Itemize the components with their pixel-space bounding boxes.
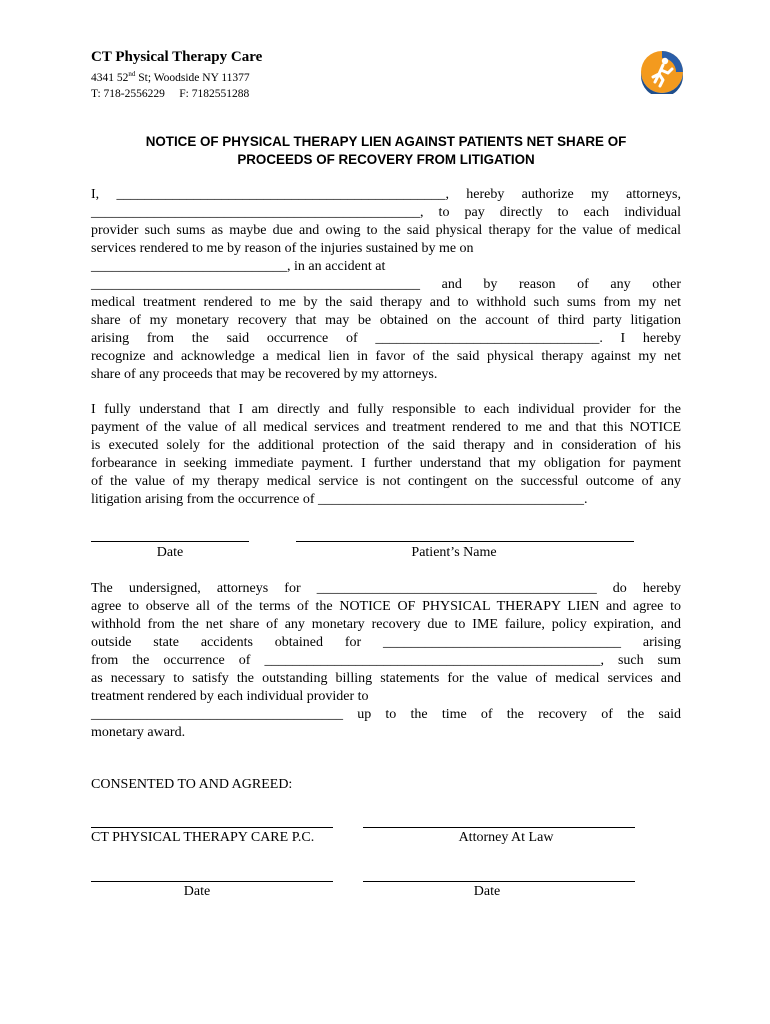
attorney-agreement-paragraph [91, 580, 681, 742]
text-line: ____________________________, in an accident at [91, 259, 386, 274]
text-line: arising from the said occurrence of ________________________________. I hereby [91, 331, 681, 346]
text-line: I, _______________________________________________, hereby authorize my attorneys, [91, 187, 681, 202]
text-line: forbearance in seeking immediate payment. I further understand that my obligation for payment [91, 456, 681, 471]
date-signature-line[interactable] [91, 541, 249, 542]
company-name: CT Physical Therapy Care [91, 49, 263, 65]
title-line-2: PROCEEDS OF RECOVERY FROM LITIGATION [237, 152, 535, 167]
company-signature-line[interactable] [91, 827, 333, 828]
text-line: is executed solely for the additional protection of the said therapy and in consideration of his [91, 438, 681, 453]
text-line: share of any proceeds that may be recovered by my attorneys. [91, 367, 438, 382]
attorney-date-label: Date [473, 884, 501, 899]
text-line: provider such sums as maybe due and owing to the said physical therapy for the value of medical [91, 223, 681, 238]
text-line: from the occurrence of ________________________________________________, such sum [91, 653, 681, 668]
text-line: _______________________________________________, to pay directly to each individual [91, 205, 681, 220]
authorization-paragraph [91, 186, 681, 384]
company-signature-label: CT PHYSICAL THERAPY CARE P.C. [91, 830, 315, 845]
text-line: treatment rendered by each individual provider to [91, 689, 369, 704]
running-person-logo-icon [640, 50, 684, 94]
text-line: I fully understand that I am directly and fully responsible to each individual provider for the [91, 402, 681, 417]
text-line: share of my monetary recovery that may be obtained on the account of third party litigation [91, 313, 681, 328]
text-line: payment of the value of all medical services and treatment rendered to me and that this NOTICE [91, 420, 681, 435]
attorney-signature-line[interactable] [363, 827, 635, 828]
patient-name-label: Patient’s Name [411, 545, 497, 560]
text-line: recognize and acknowledge a medical lien in favor of the said physical therapy against my net [91, 349, 681, 364]
consent-heading: CONSENTED TO AND AGREED: [91, 777, 293, 792]
text-line: The undersigned, attorneys for ________________________________________ do hereby [91, 581, 681, 596]
title-line-1: NOTICE OF PHYSICAL THERAPY LIEN AGAINST PATIENTS NET SHARE OF [145, 134, 627, 149]
attorney-signature-label: Attorney At Law [458, 830, 554, 845]
patient-name-signature-line[interactable] [296, 541, 634, 542]
document-title [91, 133, 681, 169]
text-line: medical treatment rendered to me by the said therapy and to withhold such sums from my net [91, 295, 681, 310]
text-line: outside state accidents obtained for __________________________________ arising [91, 635, 681, 650]
company-address: 4341 52nd St; Woodside NY 11377 [91, 70, 250, 84]
text-line: as necessary to satisfy the outstanding billing statements for the value of medical services and [91, 671, 681, 686]
text-line: services rendered to me by reason of the injuries sustained by me on [91, 241, 474, 256]
text-line: monetary award. [91, 725, 186, 740]
company-phone-fax: T: 718-2556229 F: 7182551288 [91, 87, 250, 100]
text-line: of the value of my therapy medical service is not contingent on the successful outcome of any [91, 474, 681, 489]
text-line: ____________________________________ up to the time of the recovery of the said [91, 707, 681, 722]
text-line: agree to observe all of the terms of the NOTICE OF PHYSICAL THERAPY LIEN and agree to [91, 599, 681, 614]
text-line: _______________________________________________ and by reason of any other [91, 277, 681, 292]
company-date-line[interactable] [91, 881, 333, 882]
responsibility-paragraph [91, 401, 681, 509]
text-line: withhold from the net share of any monetary recovery due to IME failure, policy expiration, and [91, 617, 681, 632]
text-line: litigation arising from the occurrence of ______________________________________. [91, 492, 588, 507]
attorney-date-line[interactable] [363, 881, 635, 882]
company-date-label: Date [183, 884, 211, 899]
letterhead [91, 48, 262, 102]
date-label: Date [156, 545, 184, 560]
